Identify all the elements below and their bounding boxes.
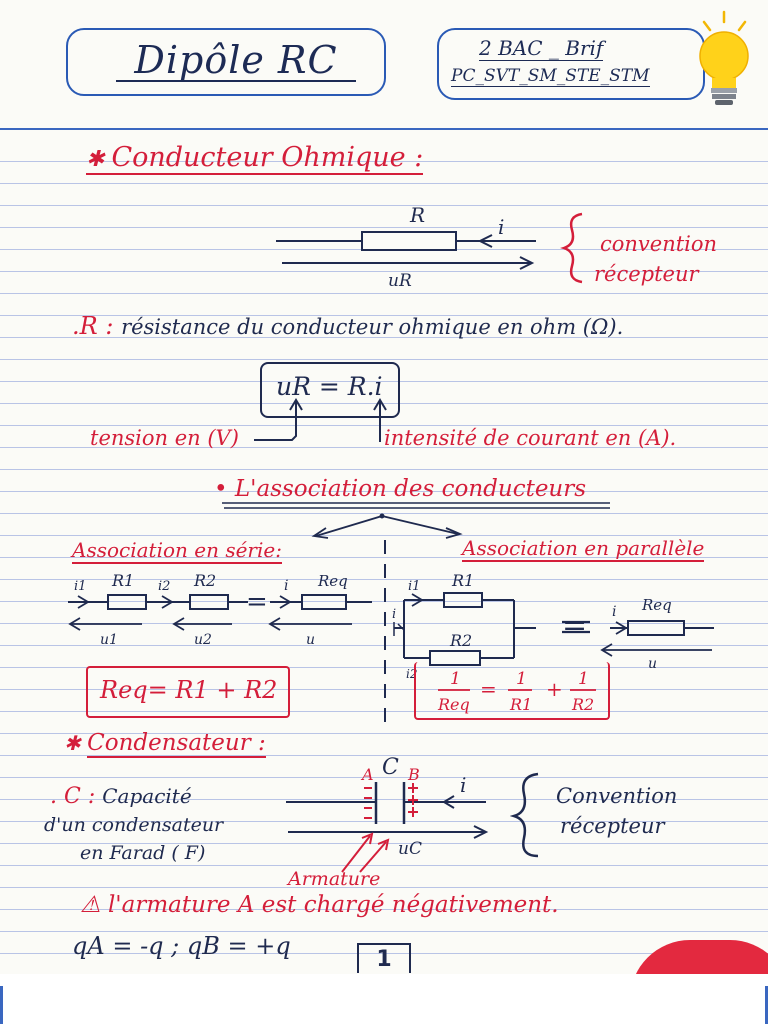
bullet-star-icon: ✱	[86, 147, 112, 172]
series-formula: Req= R1 + R2	[100, 676, 278, 704]
ohmic-heading-text: Conducteur Ohmique :	[111, 142, 424, 173]
parallel-formula-b-den: R2	[572, 695, 595, 714]
capacitor-heading-text: Condensateur :	[87, 730, 266, 756]
capacitor-label-B: B	[408, 765, 420, 784]
level-line-2: PC_SVT_SM_STE_STM	[451, 66, 650, 86]
parallel-resistor-Req	[628, 621, 684, 635]
series-circuit-diagram	[66, 568, 386, 650]
current-label: i	[498, 215, 505, 239]
parallel-u: u	[648, 656, 658, 672]
ohmic-convention-line1: convention	[600, 232, 718, 256]
parallel-R2: R2	[450, 631, 473, 650]
series-u1: u1	[100, 632, 118, 648]
bullet-dot-icon: •	[214, 476, 235, 502]
warning-text: l'armature A est chargé négativement.	[107, 892, 559, 918]
capacitor-convention-line1: Convention	[556, 784, 678, 808]
series-u: u	[306, 632, 316, 648]
parallel-formula-plus: +	[546, 677, 563, 701]
level-line-1: 2 BAC _ Brif	[479, 36, 604, 60]
parallel-formula-a-den: R1	[510, 695, 533, 714]
capacitor-label-A: A	[362, 765, 374, 784]
header-rule	[0, 128, 768, 130]
parallel-formula-lhs-num: 1	[450, 669, 461, 689]
resistor-R2	[190, 595, 228, 609]
ohmic-definition	[72, 312, 623, 340]
parallel-formula-lhs-den: Req	[438, 695, 470, 714]
parallel-formula-a-num: 1	[516, 669, 527, 689]
ohmic-convention-line2: récepteur	[594, 262, 699, 286]
parallel-i1: i1	[408, 579, 421, 594]
page-number: 1	[357, 943, 411, 973]
series-title: Association en série:	[72, 538, 282, 562]
resistor-label: R	[410, 203, 426, 227]
ohmic-definition-text: résistance du conducteur ohmique en ohm (Ω).	[121, 315, 624, 339]
ohmic-heading	[86, 142, 423, 175]
intensity-label: intensité de courant en (A).	[384, 426, 677, 450]
capacitor-convention-brace	[510, 770, 544, 860]
association-heading	[214, 476, 586, 502]
ohmic-circuit-diagram	[270, 196, 550, 296]
capacitor-definition-marker	[50, 784, 192, 809]
page-title: Dipôle RC	[116, 40, 356, 82]
parallel-R1: R1	[452, 571, 475, 590]
series-formula-box	[86, 666, 290, 718]
warning-line	[80, 892, 559, 918]
capacitor-voltage-label: uC	[398, 839, 422, 859]
capacitor-convention-line2: récepteur	[560, 814, 665, 838]
association-heading-text: L'association des conducteurs	[234, 476, 587, 502]
capacitor-def-line2: d'un condensateur	[44, 814, 224, 836]
capacitor-current-label: i	[460, 773, 467, 797]
series-R1: R1	[112, 571, 135, 590]
series-R2: R2	[194, 571, 217, 590]
capacitor-label-C: C	[382, 755, 399, 780]
series-u2: u2	[194, 632, 212, 648]
series-i1: i1	[74, 579, 87, 594]
ohm-law-pointers	[240, 396, 400, 446]
series-Req: Req	[318, 572, 348, 590]
series-i: i	[284, 578, 289, 594]
title-box	[66, 28, 386, 96]
parallel-formula-box	[414, 662, 610, 720]
footer-band	[0, 974, 768, 1024]
capacitor-heading	[64, 730, 266, 756]
parallel-formula	[416, 662, 612, 720]
voltage-label: uR	[388, 271, 412, 291]
armature-label: Armature	[288, 868, 381, 890]
resistor-R	[362, 232, 456, 250]
parallel-i2: i2	[406, 667, 418, 680]
resistor-R1	[108, 595, 146, 609]
parallel-formula-b-num: 1	[578, 669, 589, 689]
tension-label: tension en (V)	[90, 426, 239, 450]
parallel-equals-sign: =	[562, 608, 588, 643]
convention-brace	[560, 210, 590, 286]
capacitor-def-line3: en Farad ( F)	[80, 842, 206, 864]
parallel-Req: Req	[642, 596, 672, 614]
bullet-star-icon: ✱	[64, 731, 88, 755]
capacitor-marker-text: . C :	[50, 784, 96, 809]
parallel-i: i	[392, 607, 397, 622]
resistor-Req	[302, 595, 346, 609]
association-branch-arrows	[300, 508, 470, 542]
ohmic-definition-marker: .R :	[72, 312, 114, 340]
parallel-title: Association en parallèle	[462, 536, 705, 560]
parallel-formula-eq: =	[480, 677, 497, 701]
parallel-current-i: i	[612, 604, 617, 620]
lightbulb-icon	[690, 8, 760, 108]
warning-triangle-icon: ⚠	[80, 892, 108, 918]
series-equals: =	[246, 587, 268, 617]
parallel-resistor-R1	[444, 593, 482, 607]
ohm-law-formula: uR = R.i	[276, 372, 383, 401]
charges-formula: qA = -q ; qB = +q	[72, 932, 291, 960]
series-i2: i2	[158, 579, 171, 594]
level-box	[437, 28, 705, 100]
footer-left-rule	[0, 986, 3, 1024]
capacitor-def-line1: Capacité	[102, 784, 192, 808]
